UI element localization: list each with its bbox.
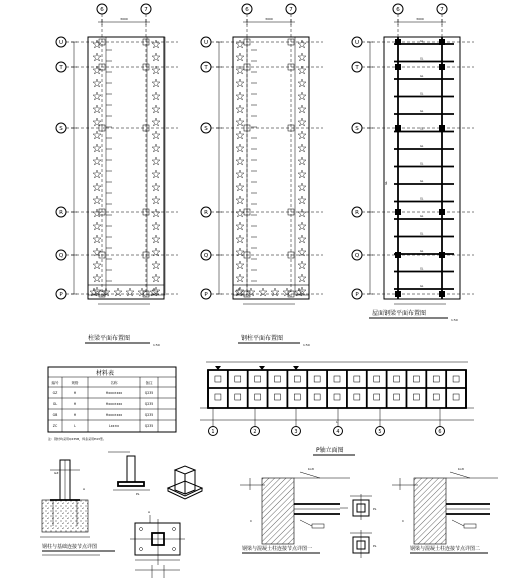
axis-bubble-row [201, 250, 211, 260]
svg-text:3000: 3000 [416, 17, 424, 21]
table-cell: Q235 [144, 413, 154, 417]
elevation-view [200, 362, 474, 436]
axis-bubble-row [352, 207, 362, 217]
table-cell: Hxxx×xxx [105, 402, 123, 406]
svg-text:bolt: bolt [458, 467, 464, 471]
svg-text:Q: Q [58, 253, 64, 259]
svg-text:P: P [355, 292, 359, 298]
table-header: 备注 [145, 381, 153, 385]
table-note: 注：钢材均采用Q235B，焊条采用E43型。 [48, 437, 106, 441]
axis-bubble-elev [436, 427, 445, 436]
svg-text:GL: GL [420, 267, 424, 271]
table-cell: Q235 [144, 424, 154, 428]
detail-column-base [40, 460, 115, 555]
table-header: 编号 [51, 381, 59, 385]
table-cell: Hxxx×xxx [105, 391, 123, 395]
axis-bubble-row [352, 37, 362, 47]
axis-bubble-row [56, 123, 66, 133]
axis-bubble-row [56, 207, 66, 217]
detail-title: 钢梁与混凝土柱连接节点详图一 [242, 546, 313, 552]
plan-scale: 1:50 [303, 343, 310, 347]
svg-text:3: 3 [294, 428, 298, 435]
svg-text:GL: GL [420, 110, 424, 113]
svg-text:4: 4 [336, 428, 340, 435]
axis-bubble-elev [292, 427, 301, 436]
plan-title-2 [238, 334, 310, 347]
axis-bubble-row [56, 289, 66, 299]
svg-text:3000: 3000 [120, 17, 128, 21]
svg-text:T: T [204, 65, 208, 71]
elevation-title [313, 446, 355, 455]
detail-title: 钢梁与混凝土柱连接节点详图二 [410, 546, 481, 552]
axis-bubble-elev [209, 427, 218, 436]
axis-bubble-row [352, 123, 362, 133]
svg-text:GL: GL [420, 250, 424, 253]
axis-bubble-row [352, 62, 362, 72]
table-cell: GZ [52, 391, 58, 395]
detail-beam-connection-1 [240, 467, 350, 553]
table-cell: GB [52, 413, 58, 417]
axis-bubble-row [56, 37, 66, 47]
svg-text:R: R [355, 210, 359, 216]
svg-text:T: T [355, 65, 359, 71]
svg-text:GL: GL [420, 40, 424, 43]
axis-bubble-elev [376, 427, 385, 436]
svg-text:S: S [204, 126, 208, 132]
plan-views [56, 4, 474, 304]
axis-bubble-row [201, 289, 211, 299]
plan-1 [56, 4, 178, 304]
svg-text:L: L [336, 420, 338, 424]
svg-text:GL: GL [420, 92, 424, 96]
table-cell: H [73, 413, 77, 417]
svg-text:GL: GL [420, 57, 424, 61]
table-cell: H [73, 402, 77, 406]
table-cell: Lxx×x [108, 424, 120, 428]
svg-text:U: U [203, 40, 209, 46]
svg-text:GL: GL [384, 181, 388, 185]
plan-title-text: 钢柱平面布置图 [241, 335, 284, 342]
svg-text:R: R [204, 210, 208, 216]
svg-text:5: 5 [378, 428, 382, 435]
svg-text:bolt: bolt [308, 467, 314, 471]
svg-text:6: 6 [396, 7, 400, 13]
svg-text:GL: GL [420, 285, 424, 288]
svg-text:GL: GL [420, 75, 424, 78]
svg-text:7: 7 [289, 7, 293, 13]
axis-bubble-row [352, 289, 362, 299]
detail-beam-connection-2 [392, 467, 498, 553]
svg-text:7: 7 [144, 7, 148, 13]
svg-text:Q: Q [203, 253, 209, 259]
plan-scale: 1:50 [153, 343, 160, 347]
svg-text:GL: GL [420, 215, 424, 218]
svg-text:P: P [59, 292, 63, 298]
axis-bubble-col [286, 4, 296, 14]
axis-bubble-col [242, 4, 252, 14]
axis-bubble-row [56, 62, 66, 72]
table-cell: L [74, 424, 76, 428]
base-plate-isometric [168, 466, 202, 499]
axis-bubble-row [201, 123, 211, 133]
svg-text:GL: GL [420, 232, 424, 236]
svg-text:U: U [354, 40, 360, 46]
svg-text:C: C [402, 519, 405, 523]
svg-text:PL: PL [373, 544, 377, 548]
svg-text:GL: GL [420, 127, 424, 131]
table-cell: Hxxx×xxx [105, 413, 123, 417]
axis-bubble-row [56, 250, 66, 260]
elevation-title-text: P轴立面图 [316, 447, 344, 454]
svg-text:A: A [83, 487, 86, 491]
plan-2 [201, 4, 323, 304]
axis-bubble-row [201, 37, 211, 47]
svg-text:A: A [148, 510, 151, 514]
table-cell: GL [52, 402, 58, 406]
svg-text:3000: 3000 [265, 17, 273, 21]
svg-text:GL: GL [420, 197, 424, 201]
svg-text:S: S [59, 126, 63, 132]
svg-text:R: R [59, 210, 63, 216]
plan-title-3 [369, 309, 458, 322]
svg-text:T: T [59, 65, 63, 71]
base-plate-section [108, 452, 150, 496]
axis-bubble-col [141, 4, 151, 14]
plan-title-text: 屋面钢梁平面布置图 [372, 310, 427, 317]
table-header: 规格 [71, 381, 79, 385]
svg-text:6: 6 [438, 428, 442, 435]
table-cell: Q235 [144, 402, 154, 406]
svg-text:Q: Q [354, 253, 360, 259]
svg-text:GL: GL [420, 145, 424, 148]
table-cell: Q235 [144, 391, 154, 395]
detail-title: 钢柱与基础连接节点详图 [42, 544, 98, 550]
svg-text:GZ: GZ [54, 471, 59, 475]
table-title: 材料表 [95, 370, 115, 377]
plan-title-text: 柱梁平面布置图 [88, 335, 131, 342]
svg-text:U: U [58, 40, 64, 46]
svg-text:GL: GL [420, 180, 424, 183]
table-cell: ZC [52, 424, 58, 428]
axis-bubble-col [437, 4, 447, 14]
svg-text:C: C [250, 519, 253, 523]
table-cell: H [73, 391, 77, 395]
axis-bubble-col [97, 4, 107, 14]
svg-text:P: P [204, 292, 208, 298]
svg-text:7: 7 [440, 7, 444, 13]
svg-text:6: 6 [100, 7, 104, 13]
axis-bubble-elev [251, 427, 260, 436]
axis-bubble-row [352, 250, 362, 260]
svg-text:S: S [355, 126, 359, 132]
connection-plate-details [340, 494, 377, 558]
table-header: 名称 [110, 381, 118, 385]
svg-text:6: 6 [245, 7, 249, 13]
plan-scale: 1:50 [451, 318, 458, 322]
svg-text:1: 1 [211, 428, 215, 435]
svg-text:PL: PL [373, 507, 377, 511]
axis-bubble-row [201, 62, 211, 72]
material-table [48, 367, 176, 441]
svg-text:2: 2 [253, 428, 257, 435]
svg-text:PL: PL [136, 492, 140, 496]
axis-bubble-col [393, 4, 403, 14]
svg-text:GL: GL [420, 162, 424, 166]
axis-bubble-row [201, 207, 211, 217]
plan-3 [352, 4, 474, 304]
base-plate-plan [130, 510, 185, 578]
plan-title-1 [85, 334, 160, 347]
axis-bubble-elev [334, 427, 343, 436]
